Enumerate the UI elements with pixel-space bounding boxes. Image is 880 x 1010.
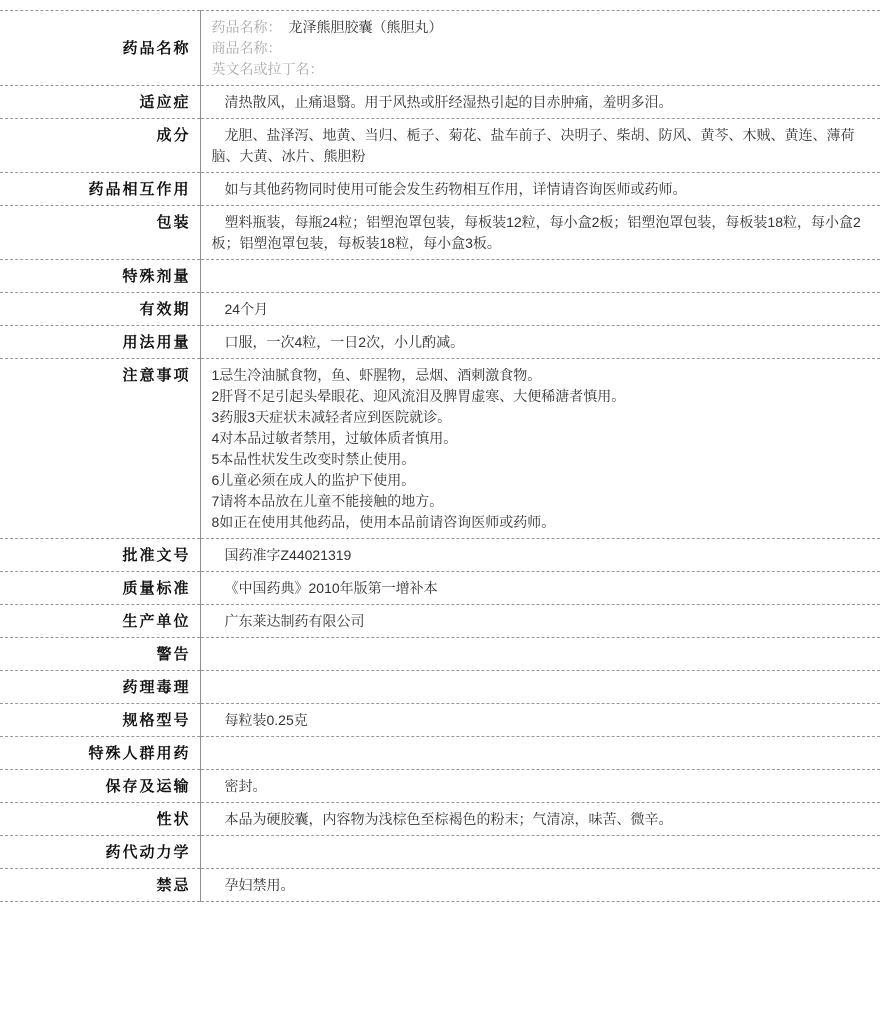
table-row <box>0 572 880 605</box>
table-row <box>0 605 880 638</box>
value-text <box>212 743 867 764</box>
row-value <box>200 638 880 671</box>
row-label: 注意事项 <box>0 359 200 539</box>
value-text: 每粒装0.25克 <box>224 712 308 728</box>
row-value <box>200 704 880 737</box>
row-value <box>200 671 880 704</box>
row-label: 药代动力学 <box>0 836 200 869</box>
value-text <box>212 266 867 287</box>
value-text: 24个月 <box>224 301 269 317</box>
table-row <box>0 803 880 836</box>
row-value <box>200 173 880 206</box>
note-line: 7请将本品放在儿童不能接触的地方。 <box>211 493 444 509</box>
field-key: 商品名称： <box>211 40 282 56</box>
row-value <box>200 119 880 173</box>
row-label: 特殊剂量 <box>0 260 200 293</box>
note-line: 2肝肾不足引起头晕眼花、迎风流泪及脾胃虚寒、大便稀溏者慎用。 <box>211 388 626 404</box>
table-row <box>0 260 880 293</box>
value-text: 孕妇禁用。 <box>224 877 295 893</box>
value-text: 龙胆、盐泽泻、地黄、当归、栀子、菊花、盐车前子、决明子、柴胡、防风、黄芩、木贼、黄连、薄荷脑、大黄、冰片、熊胆粉 <box>211 127 855 164</box>
row-label: 成分 <box>0 119 200 173</box>
row-value <box>200 572 880 605</box>
note-line: 1忌生冷油腻食物，鱼、虾腥物，忌烟、酒刺激食物。 <box>211 367 542 383</box>
row-label: 警告 <box>0 638 200 671</box>
value-text <box>212 842 867 863</box>
note-line: 3药服3天症状未减轻者应到医院就诊。 <box>211 409 452 425</box>
value-text: 广东莱达制药有限公司 <box>224 613 365 629</box>
value-text: 塑料瓶装，每瓶24粒；铝塑泡罩包装，每板装12粒，每小盒2板；铝塑泡罩包装，每板装18粒，每小盒2板；铝塑泡罩包装，每板装18粒，每小盒3板。 <box>211 214 861 251</box>
value-text <box>212 677 867 698</box>
note-line: 8如正在使用其他药品，使用本品前请咨询医师或药师。 <box>211 514 556 530</box>
table-row <box>0 638 880 671</box>
row-value <box>200 803 880 836</box>
row-label: 有效期 <box>0 293 200 326</box>
row-value <box>200 86 880 119</box>
table-row <box>0 836 880 869</box>
value-text: 国药准字Z44021319 <box>224 547 352 563</box>
value-text: 密封。 <box>224 778 267 794</box>
row-label: 禁忌 <box>0 869 200 902</box>
row-label: 生产单位 <box>0 605 200 638</box>
table-row <box>0 173 880 206</box>
row-label: 性状 <box>0 803 200 836</box>
table-row <box>0 11 880 86</box>
row-value <box>200 737 880 770</box>
row-value <box>200 11 880 86</box>
row-label: 药理毒理 <box>0 671 200 704</box>
value-text <box>212 644 867 665</box>
note-line: 5本品性状发生改变时禁止使用。 <box>211 451 416 467</box>
field-value: 龙泽熊胆胶囊（熊胆丸） <box>288 19 443 35</box>
row-label: 包装 <box>0 206 200 260</box>
row-label: 规格型号 <box>0 704 200 737</box>
row-value <box>200 206 880 260</box>
value-text: 本品为硬胶囊，内容物为浅棕色至棕褐色的粉末；气清凉，味苦、微辛。 <box>224 811 673 827</box>
table-row <box>0 671 880 704</box>
row-value <box>200 836 880 869</box>
table-row <box>0 737 880 770</box>
table-body <box>0 11 880 902</box>
table-row <box>0 359 880 539</box>
table-row <box>0 539 880 572</box>
drug-info-table <box>0 10 880 902</box>
table-row <box>0 293 880 326</box>
row-value <box>200 770 880 803</box>
row-label: 特殊人群用药 <box>0 737 200 770</box>
table-row <box>0 119 880 173</box>
table-row <box>0 86 880 119</box>
row-value <box>200 293 880 326</box>
row-label: 用法用量 <box>0 326 200 359</box>
value-text: 口服，一次4粒，一日2次，小儿酌减。 <box>224 334 465 350</box>
name-field-line <box>212 59 867 80</box>
value-text: 清热散风，止痛退翳。用于风热或肝经湿热引起的目赤肿痛，羞明多泪。 <box>224 94 673 110</box>
row-label: 药品相互作用 <box>0 173 200 206</box>
value-text: 《中国药典》2010年版第一增补本 <box>224 580 438 596</box>
row-value <box>200 605 880 638</box>
table-row <box>0 869 880 902</box>
row-value <box>200 539 880 572</box>
row-label: 保存及运输 <box>0 770 200 803</box>
value-text: 如与其他药物同时使用可能会发生药物相互作用，详情请咨询医师或药师。 <box>224 181 687 197</box>
row-value <box>200 260 880 293</box>
field-key: 英文名或拉丁名： <box>211 61 324 77</box>
row-label: 批准文号 <box>0 539 200 572</box>
row-value <box>200 326 880 359</box>
table-row <box>0 326 880 359</box>
row-value <box>200 359 880 539</box>
note-line: 4对本品过敏者禁用，过敏体质者慎用。 <box>211 430 458 446</box>
table-row <box>0 770 880 803</box>
name-field-line <box>212 38 867 59</box>
name-field-line <box>212 17 867 38</box>
table-row <box>0 206 880 260</box>
row-value <box>200 869 880 902</box>
table-row <box>0 704 880 737</box>
note-line: 6儿童必须在成人的监护下使用。 <box>211 472 416 488</box>
field-key: 药品名称： <box>211 19 282 35</box>
row-label: 适应症 <box>0 86 200 119</box>
row-label: 质量标准 <box>0 572 200 605</box>
row-label: 药品名称 <box>0 11 200 86</box>
